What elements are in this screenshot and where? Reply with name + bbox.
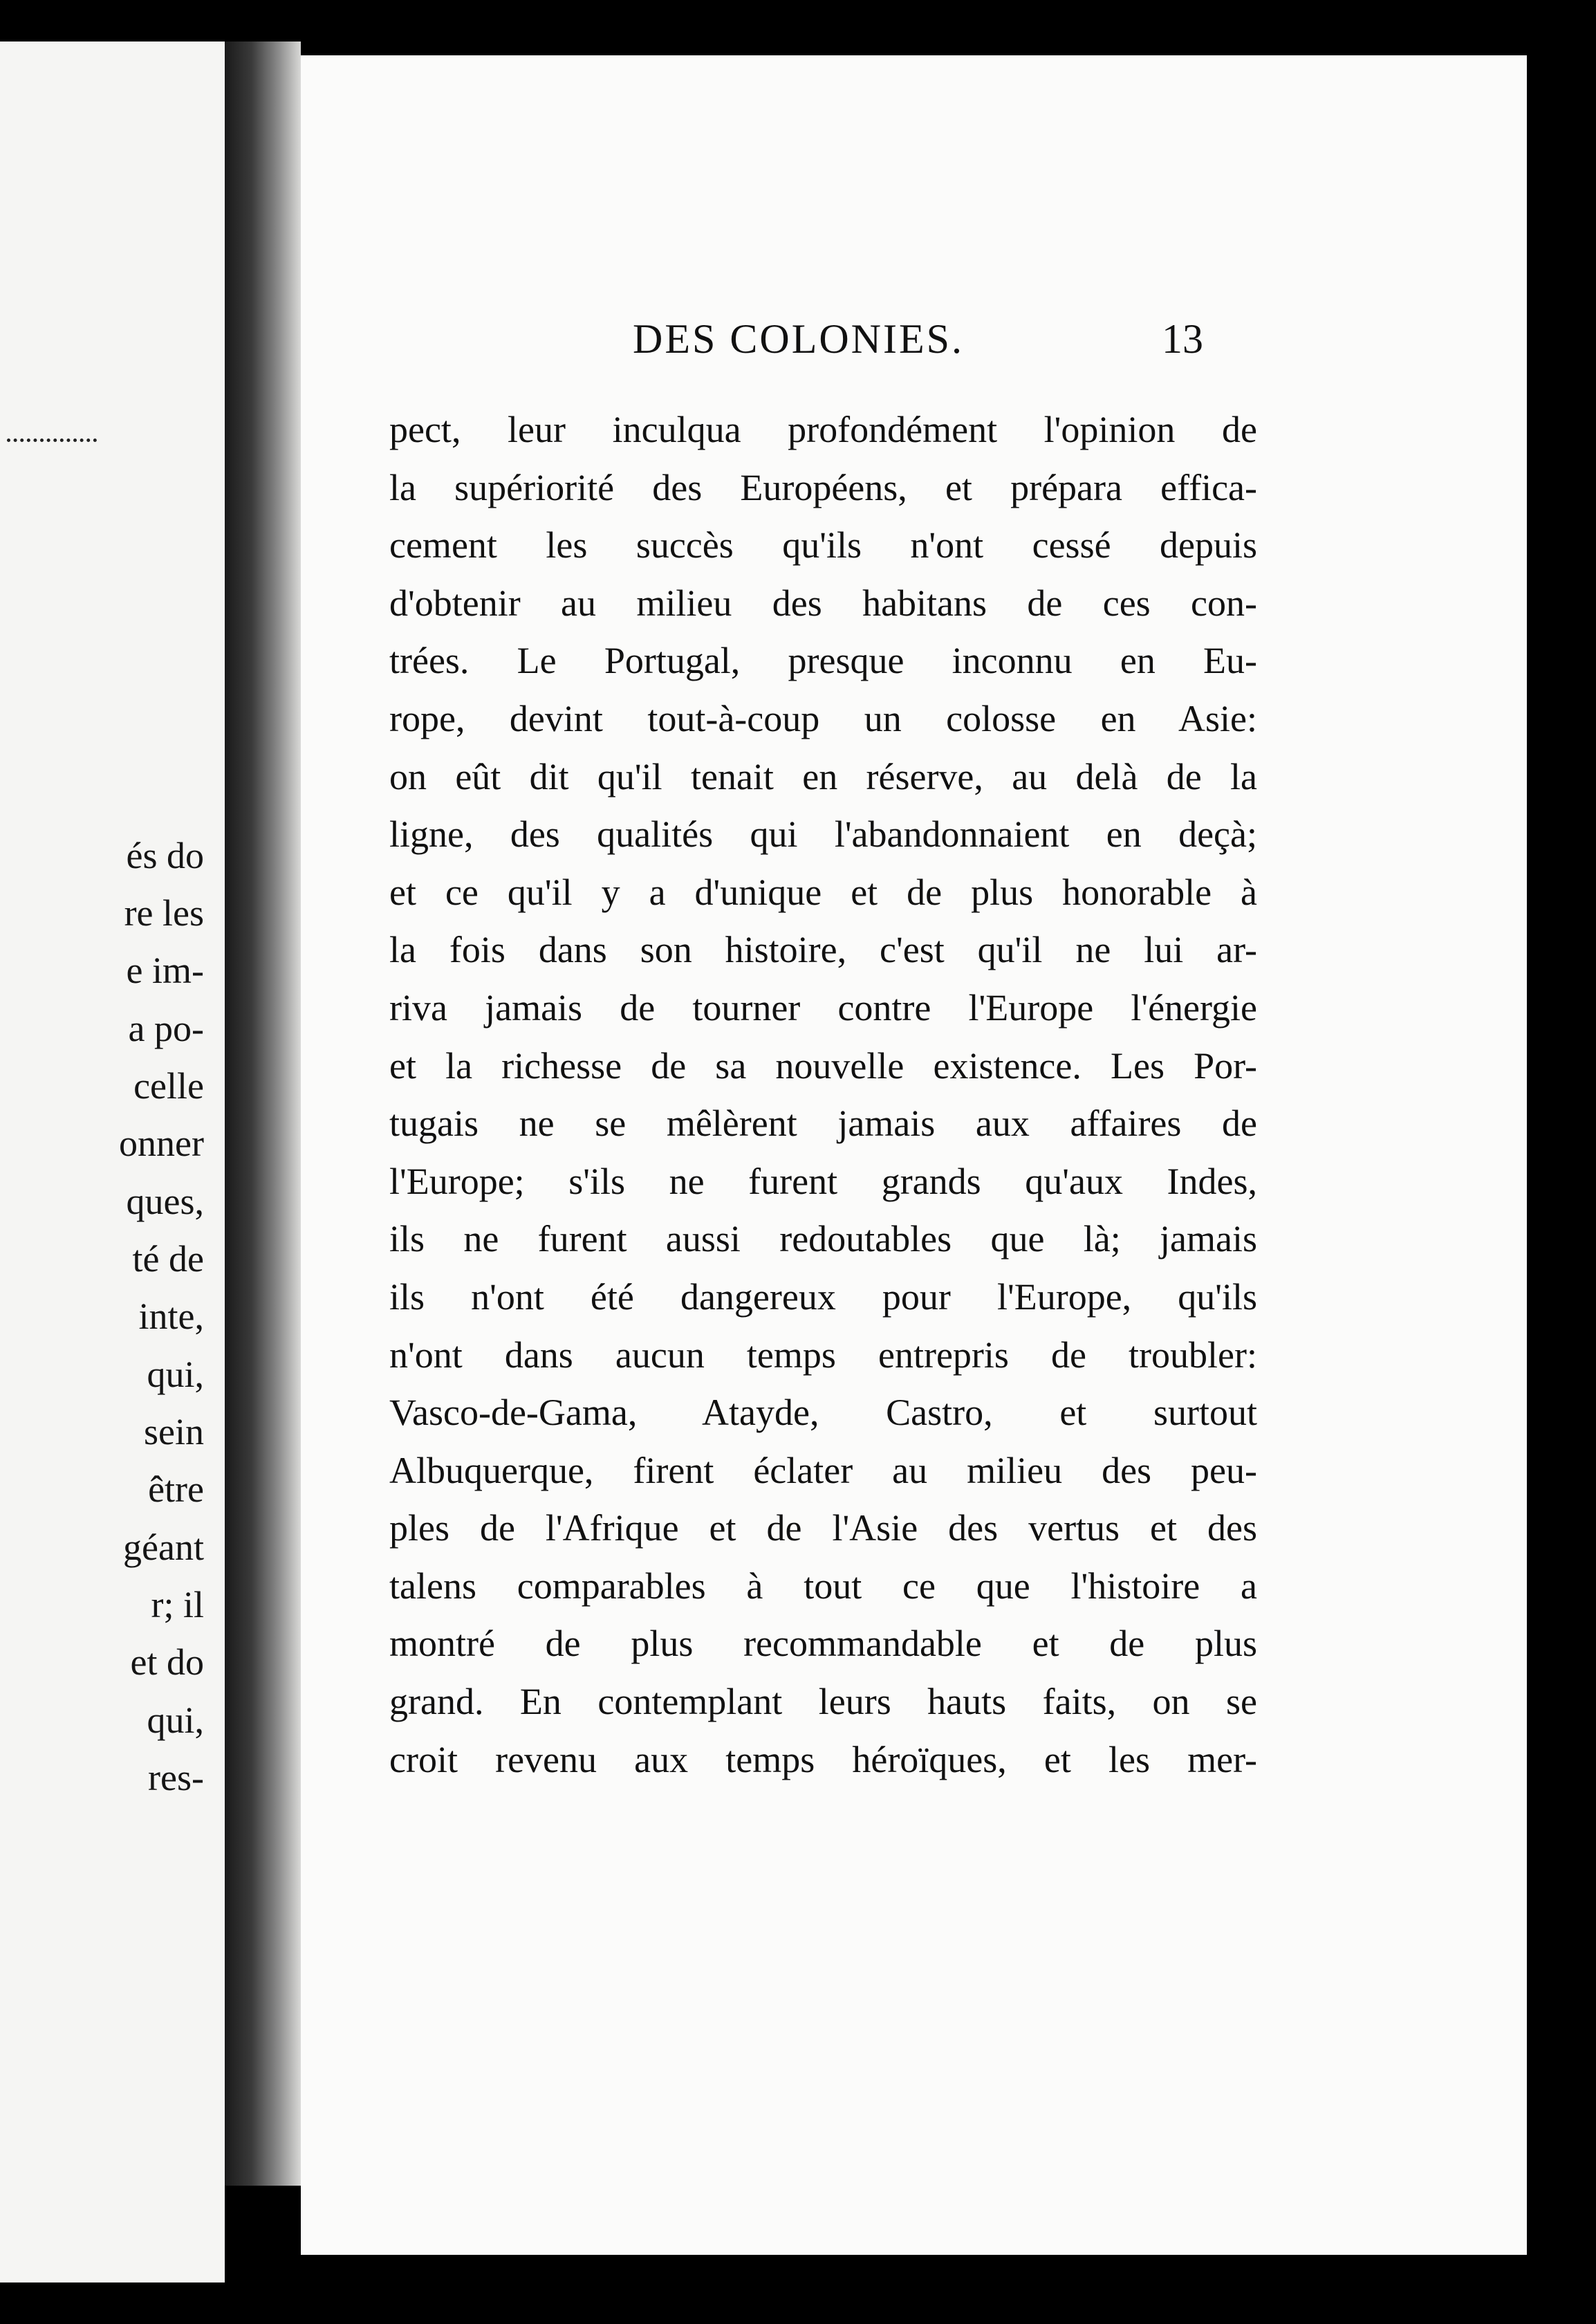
facing-page-fragment: qui, <box>147 1354 204 1395</box>
running-head-title: DES COLONIES. <box>633 316 965 362</box>
text-line: Albuquerque, firent éclater au milieu des peu- <box>389 1449 1257 1491</box>
facing-page-fragment: res- <box>148 1757 204 1798</box>
facing-page-fragment: sein <box>144 1411 204 1452</box>
text-line: d'obtenir au milieu des habitans de ces con- <box>389 582 1257 624</box>
text-line: l'Europe; s'ils ne furent grands qu'aux Indes, <box>389 1160 1257 1202</box>
text-line: on eût dit qu'il tenait en réserve, au delà de la <box>389 755 1257 797</box>
text-line: ligne, des qualités qui l'abandonnaient en deçà; <box>389 813 1257 856</box>
text-line: Vasco-de-Gama, Atayde, Castro, et surtout <box>389 1392 1257 1434</box>
facing-page-fragment: onner <box>119 1123 204 1164</box>
text-line: ils ne furent aussi redoutables que là; jamais <box>389 1218 1257 1260</box>
body-text <box>389 401 1257 1789</box>
text-line: n'ont dans aucun temps entrepris de troubler: <box>389 1334 1257 1376</box>
text-line: talens comparables à tout ce que l'histoire a <box>389 1565 1257 1607</box>
facing-page <box>0 42 225 2282</box>
text-line: montré de plus recommandable et de plus <box>389 1623 1257 1665</box>
text-line: et la richesse de sa nouvelle existence. Les Por- <box>389 1044 1257 1087</box>
text-line: tugais ne se mêlèrent jamais aux affaires de <box>389 1103 1257 1145</box>
book-page <box>301 55 1527 2255</box>
facing-page-fragment: et do <box>130 1641 204 1683</box>
text-line: pect, leur inculqua profondément l'opinion de <box>389 409 1257 450</box>
facing-page-fragment: ques, <box>126 1181 204 1222</box>
facing-page-fragment: géant <box>123 1527 204 1568</box>
text-line: grand. En contemplant leurs hauts faits, on se <box>389 1681 1257 1723</box>
page-number: 13 <box>1162 316 1203 362</box>
facing-page-rule <box>7 429 97 442</box>
facing-page-fragment: e im- <box>126 950 204 991</box>
text-line: la supériorité des Européens, et prépara effica- <box>389 466 1257 508</box>
facing-page-fragment: être <box>148 1468 204 1510</box>
facing-page-fragment: té de <box>132 1238 204 1280</box>
text-line: ils n'ont été dangereux pour l'Europe, qu'ils <box>389 1275 1257 1318</box>
facing-page-fragment: inte, <box>138 1295 204 1337</box>
facing-page-fragment: qui, <box>147 1699 204 1741</box>
text-line: trées. Le Portugal, presque inconnu en Eu- <box>389 640 1257 682</box>
text-line: et ce qu'il y a d'unique et de plus honorable à <box>389 871 1257 913</box>
text-line: croit revenu aux temps héroïques, et les mer- <box>389 1738 1257 1780</box>
text-line: rope, devint tout-à-coup un colosse en Asie: <box>389 697 1257 739</box>
facing-page-fragment: a po- <box>128 1008 204 1049</box>
text-line: cement les succès qu'ils n'ont cessé depuis <box>389 524 1257 566</box>
text-line: ples de l'Afrique et de l'Asie des vertus et des <box>389 1507 1257 1549</box>
facing-page-fragment: r; il <box>151 1584 204 1625</box>
running-head <box>301 311 1527 367</box>
facing-page-fragment: celle <box>133 1065 204 1107</box>
text-line: riva jamais de tourner contre l'Europe l'énergie <box>389 986 1257 1029</box>
book-gutter-shadow <box>225 42 301 2186</box>
facing-page-fragment: re les <box>124 892 204 934</box>
text-line: la fois dans son histoire, c'est qu'il ne lui ar- <box>389 929 1257 971</box>
scan-border <box>1527 0 1596 2324</box>
facing-page-fragment: és do <box>126 835 204 876</box>
